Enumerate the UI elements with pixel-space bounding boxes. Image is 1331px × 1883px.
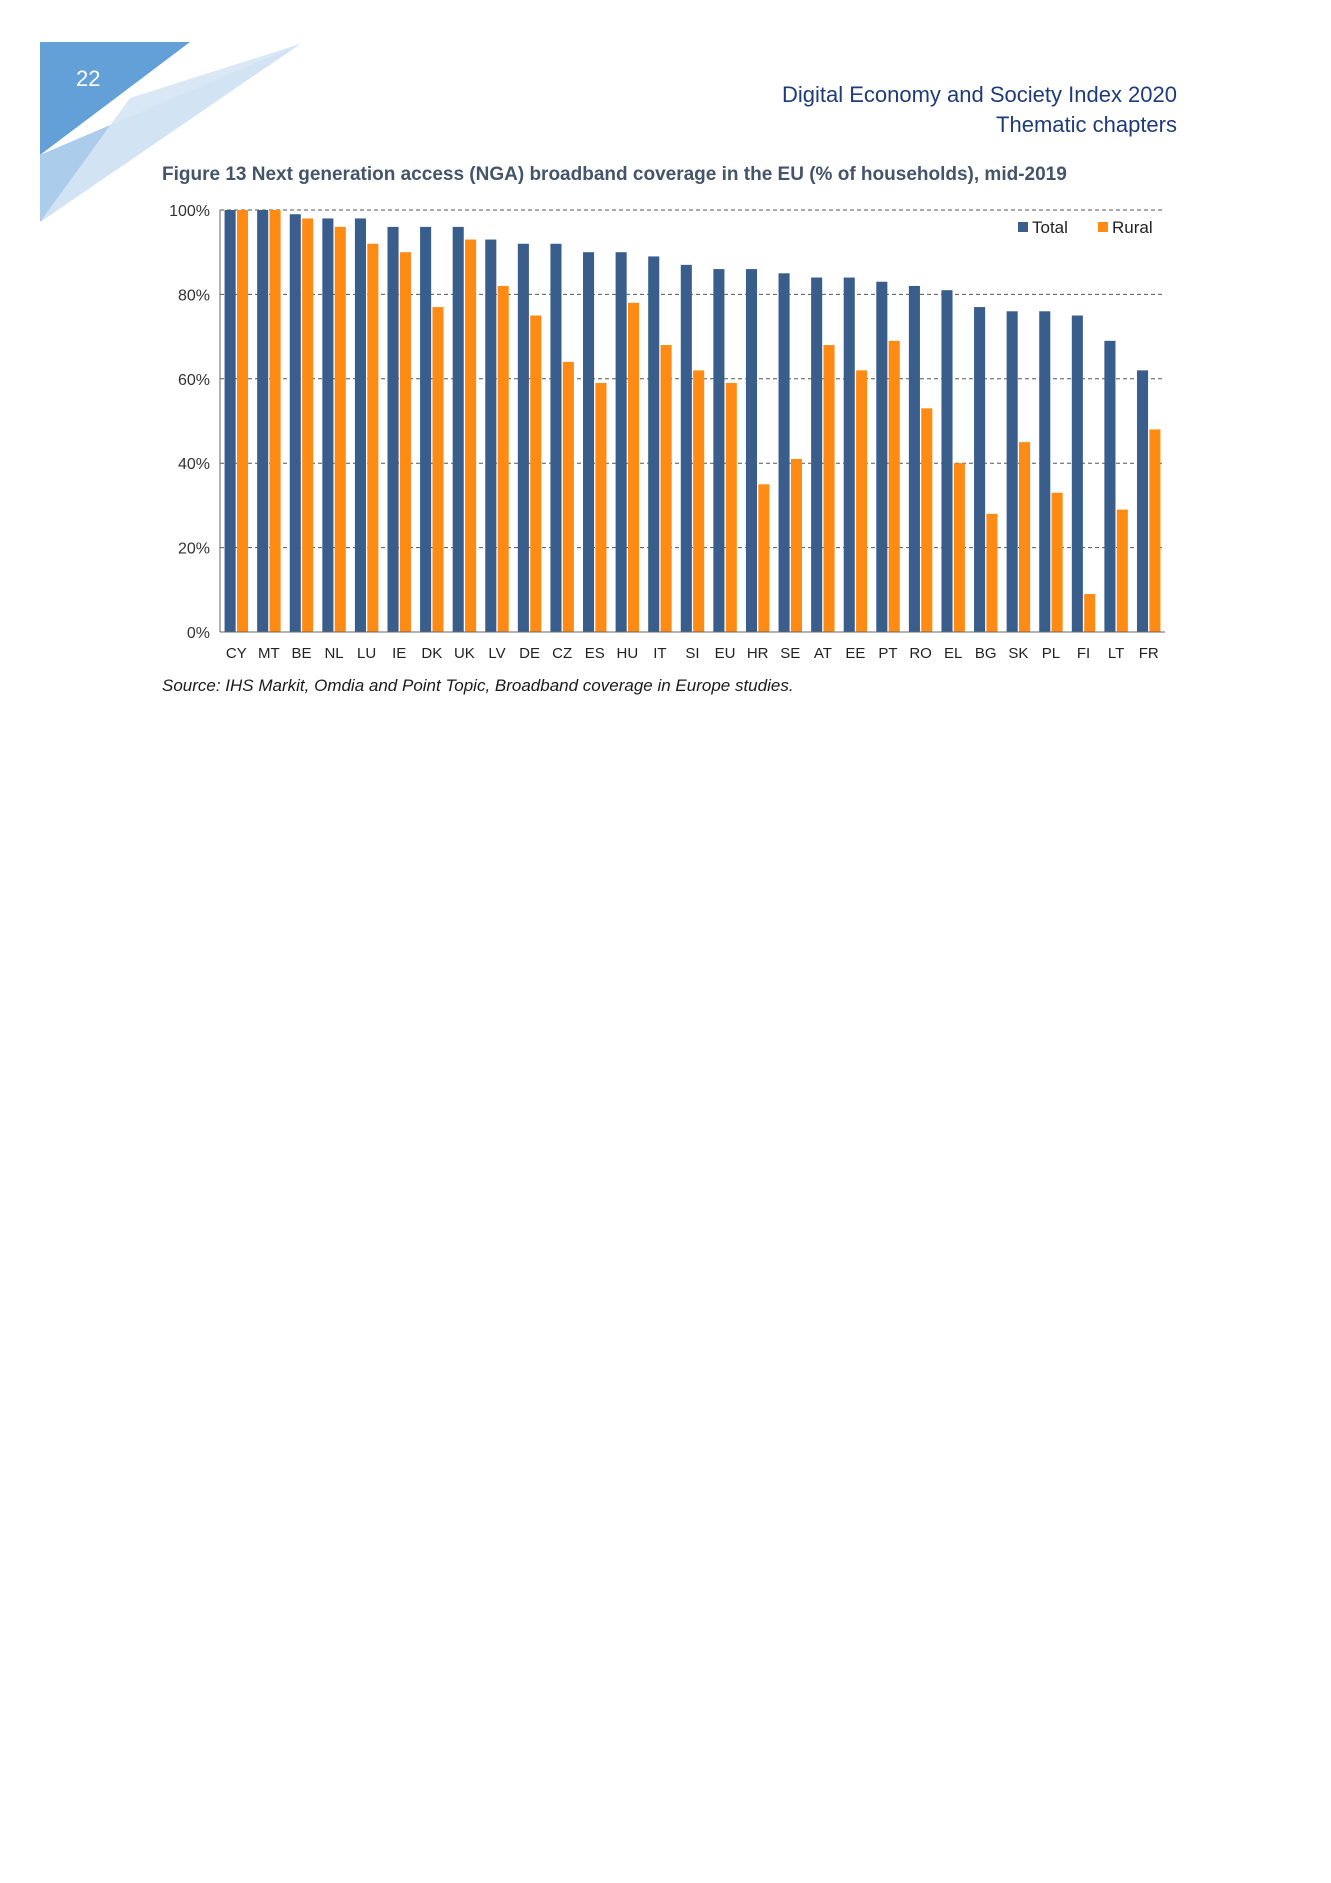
bar-total-cy	[225, 210, 236, 632]
bar-rural-uk	[465, 240, 476, 632]
bar-rural-sk	[1019, 442, 1030, 632]
bar-rural-be	[302, 218, 313, 632]
x-tick-label: IE	[392, 645, 407, 662]
bar-rural-el	[954, 463, 965, 632]
x-tick-label: MT	[258, 645, 280, 662]
bar-chart	[150, 196, 1180, 672]
x-tick-label: FI	[1076, 645, 1091, 662]
x-tick-label: NL	[324, 645, 344, 662]
bar-rural-it	[661, 345, 672, 632]
bar-rural-lt	[1117, 510, 1128, 632]
x-tick-label: FR	[1138, 645, 1159, 662]
bar-rural-fr	[1149, 429, 1160, 632]
bar-rural-se	[791, 459, 802, 632]
bar-rural-bg	[986, 514, 997, 632]
legend-label-rural: Rural	[1112, 218, 1153, 237]
y-tick-label: 40%	[177, 456, 210, 474]
x-tick-label: LT	[1107, 645, 1125, 662]
bar-total-fi	[1072, 316, 1083, 633]
bar-rural-ro	[921, 408, 932, 632]
x-tick-label: AT	[813, 645, 832, 662]
header-subtitle: Thematic chapters	[996, 112, 1177, 137]
bar-rural-dk	[432, 307, 443, 632]
bar-total-hu	[616, 252, 627, 632]
bar-rural-ie	[400, 252, 411, 632]
x-tick-label: CZ	[552, 645, 573, 662]
legend-swatch-rural	[1098, 222, 1108, 232]
x-tick-label: EL	[944, 645, 963, 662]
legend-label-total: Total	[1032, 218, 1068, 237]
x-tick-label: RO	[909, 645, 932, 662]
bar-rural-eu	[726, 383, 737, 632]
bar-total-pl	[1039, 311, 1050, 632]
bar-rural-pl	[1052, 493, 1063, 632]
bar-total-ie	[387, 227, 398, 632]
bar-total-es	[583, 252, 594, 632]
y-tick-label: 0%	[186, 625, 210, 642]
bar-rural-de	[530, 316, 541, 633]
bar-total-lu	[355, 218, 366, 632]
bar-rural-hu	[628, 303, 639, 632]
bar-rural-nl	[335, 227, 346, 632]
bar-total-it	[648, 256, 659, 632]
x-tick-label: BG	[974, 645, 997, 662]
x-tick-label: EE	[845, 645, 866, 662]
bar-total-sk	[1007, 311, 1018, 632]
bar-rural-es	[595, 383, 606, 632]
x-tick-label: DK	[421, 645, 443, 662]
x-tick-label: IT	[653, 645, 667, 662]
figure-source: Source: IHS Markit, Omdia and Point Topic, Broadband coverage in Europe studies.	[162, 676, 794, 695]
x-tick-label: EU	[714, 645, 736, 662]
bar-total-mt	[257, 210, 268, 632]
bar-total-ee	[844, 278, 855, 632]
header-title: Digital Economy and Society Index 2020	[781, 82, 1177, 107]
legend-swatch-total	[1018, 222, 1028, 232]
bar-rural-lu	[367, 244, 378, 632]
figure-title: Figure 13 Next generation access (NGA) broadband coverage in the EU (% of households), mid-2019	[162, 164, 1067, 185]
y-tick-label: 100%	[169, 203, 210, 220]
bar-rural-si	[693, 370, 704, 632]
x-tick-label: SE	[780, 645, 801, 662]
y-tick-label: 80%	[177, 287, 210, 305]
bar-total-bg	[974, 307, 985, 632]
bar-total-se	[779, 273, 790, 632]
bar-total-el	[941, 290, 952, 632]
x-tick-label: PL	[1041, 645, 1061, 662]
x-tick-label: PT	[878, 645, 898, 662]
x-tick-label: LU	[357, 645, 377, 662]
bar-rural-fi	[1084, 594, 1095, 632]
x-tick-label: SK	[1008, 645, 1029, 662]
x-tick-label: DE	[519, 645, 540, 662]
bar-rural-hr	[758, 484, 769, 632]
bar-total-pt	[876, 282, 887, 632]
bar-rural-mt	[270, 210, 281, 632]
x-tick-label: ES	[584, 645, 605, 662]
page-number: 22	[76, 66, 101, 91]
bar-total-si	[681, 265, 692, 632]
x-tick-label: BE	[291, 645, 312, 662]
bar-total-lv	[485, 240, 496, 632]
bar-total-uk	[453, 227, 464, 632]
x-tick-label: SI	[685, 645, 700, 662]
bar-total-de	[518, 244, 529, 632]
x-tick-label: HU	[616, 645, 639, 662]
x-tick-label: UK	[453, 645, 475, 662]
x-tick-label: CY	[225, 645, 247, 662]
bar-total-dk	[420, 227, 431, 632]
bar-total-be	[290, 214, 301, 632]
bar-total-hr	[746, 269, 757, 632]
bar-total-cz	[550, 244, 561, 632]
bar-total-eu	[713, 269, 724, 632]
bar-total-at	[811, 278, 822, 632]
x-tick-label: HR	[746, 645, 769, 662]
x-tick-label: LV	[488, 645, 506, 662]
bar-total-nl	[322, 218, 333, 632]
bar-rural-cz	[563, 362, 574, 632]
bar-rural-cy	[237, 210, 248, 632]
bar-rural-ee	[856, 370, 867, 632]
bar-total-fr	[1137, 370, 1148, 632]
y-tick-label: 20%	[177, 540, 210, 558]
bar-rural-pt	[889, 341, 900, 632]
y-tick-label: 60%	[177, 371, 210, 389]
bar-total-lt	[1104, 341, 1115, 632]
bar-rural-lv	[498, 286, 509, 632]
bar-rural-at	[823, 345, 834, 632]
document-header	[782, 80, 1177, 140]
bar-total-ro	[909, 286, 920, 632]
